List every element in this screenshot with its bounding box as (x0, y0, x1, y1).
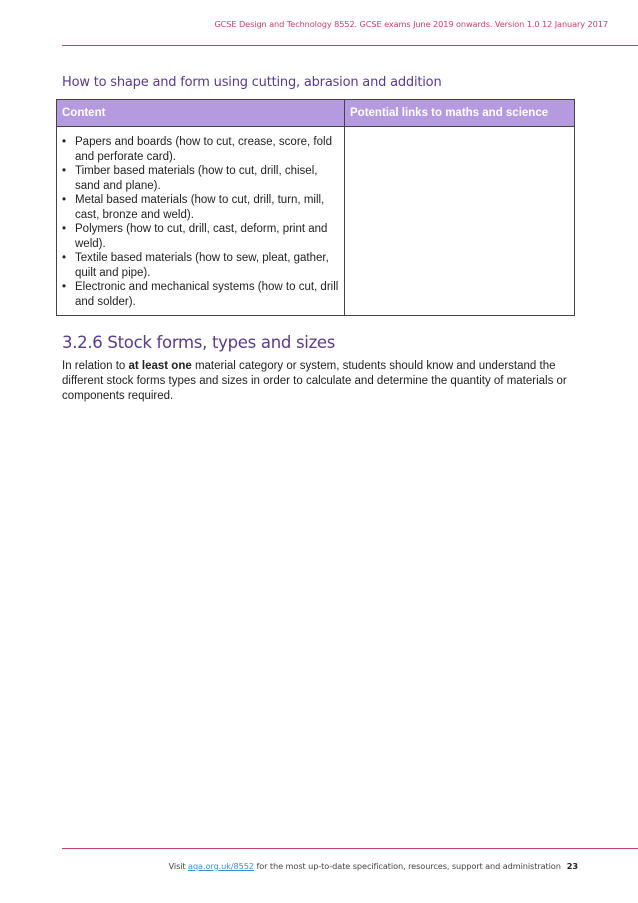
running-header: GCSE Design and Technology 8552. GCSE exams June 2019 onwards. Version 1.0 12 January 2017 (214, 19, 608, 29)
list-item-text: Metal based materials (how to cut, drill, turn, mill, cast, bronze and weld). (75, 194, 325, 221)
page-footer (169, 861, 578, 871)
column-header-content: Content (57, 100, 345, 127)
list-item-text: Polymers (how to cut, drill, cast, deform, print and weld). (75, 223, 328, 250)
column-header-links: Potential links to maths and science (345, 100, 575, 127)
bullet-icon: • (62, 223, 67, 235)
content-cell (57, 127, 345, 316)
table-header-row (57, 100, 575, 127)
list-item (62, 164, 339, 193)
content-list (62, 135, 339, 309)
paragraph-text: material category or system, students should know and understand the different stock forms types and sizes in order to calculate and determine the quantity of materials or components required. (62, 360, 567, 402)
paragraph-text: In relation to (62, 360, 129, 372)
bullet-icon: • (62, 136, 67, 148)
paragraph-emphasis: at least one (128, 360, 192, 372)
list-item (62, 251, 339, 280)
page-number: 23 (566, 861, 578, 871)
list-item (62, 135, 339, 164)
bullet-icon: • (62, 281, 67, 293)
bullet-icon: • (62, 165, 67, 177)
list-item-text: Papers and boards (how to cut, crease, score, fold and perforate card). (75, 136, 332, 163)
bullet-icon: • (62, 194, 67, 206)
table-subheading: How to shape and form using cutting, abrasion and addition (62, 75, 442, 90)
footer-link[interactable]: aqa.org.uk/8552 (188, 861, 254, 871)
section-heading: 3.2.6 Stock forms, types and sizes (62, 333, 336, 352)
bullet-icon: • (62, 252, 67, 264)
list-item (62, 222, 339, 251)
content-table (56, 99, 575, 316)
list-item (62, 280, 339, 309)
links-cell (345, 127, 575, 316)
list-item-text: Textile based materials (how to sew, pleat, gather, quilt and pipe). (75, 252, 329, 279)
section-paragraph (62, 359, 582, 403)
header-rule (62, 45, 638, 46)
table-row (57, 127, 575, 316)
list-item (62, 193, 339, 222)
list-item-text: Timber based materials (how to cut, drill, chisel, sand and plane). (75, 165, 318, 192)
footer-text: Visit (168, 861, 189, 871)
footer-text: for the most up-to-date specification, resources, support and administration (253, 861, 561, 871)
footer-rule (62, 848, 638, 849)
list-item-text: Electronic and mechanical systems (how to cut, drill and solder). (75, 281, 339, 308)
